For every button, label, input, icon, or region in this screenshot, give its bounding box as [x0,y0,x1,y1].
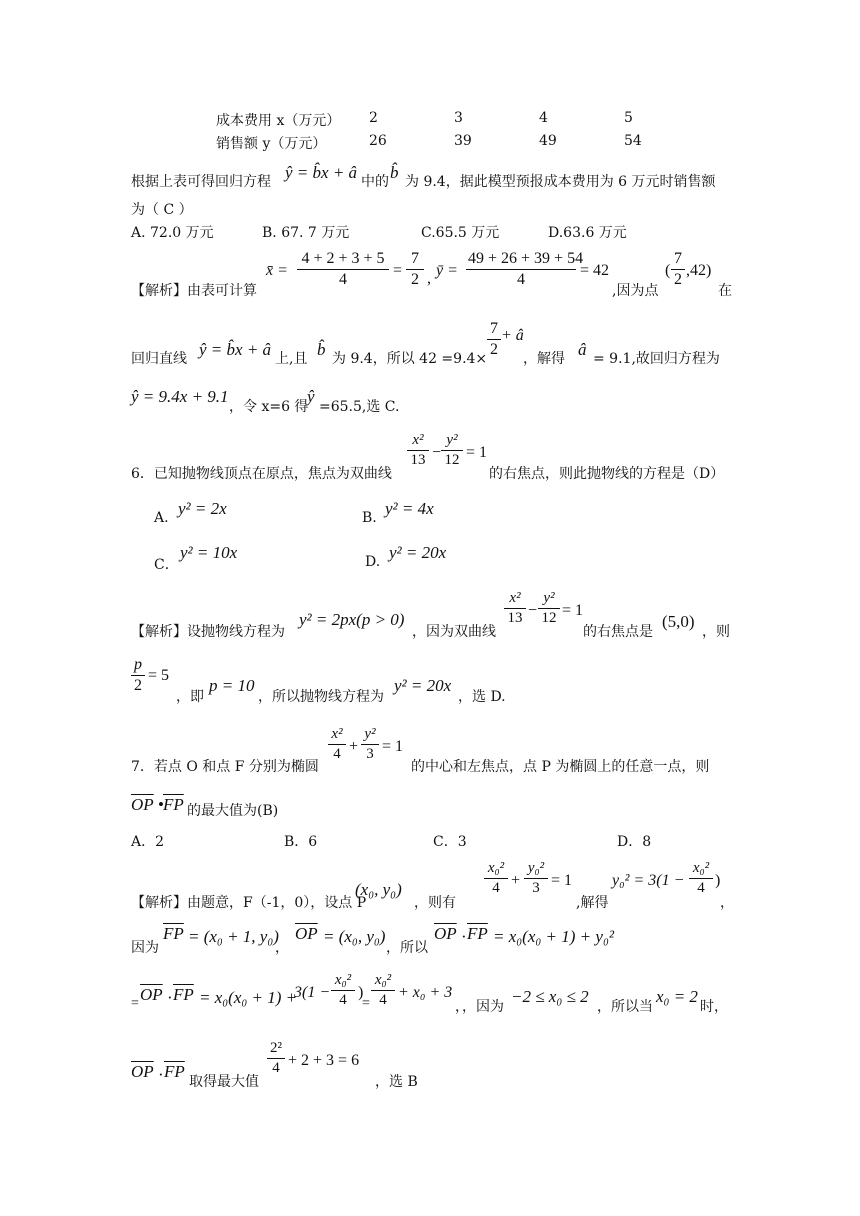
q5-regression-eq: ŷ = b̂x + â [285,163,358,182]
plus-sign: + [511,872,521,889]
fraction-numerator: x² [331,726,343,742]
q6-option-a-label: A. [154,510,169,526]
q7-sol-11: ，选 B [375,1074,418,1090]
equals-one: = 1 [466,444,488,461]
q7-ellipse-x-term [328,726,346,763]
q6-hyperbola-y-term [538,590,560,627]
q5-option-a: A. 72.0 万元 [131,225,214,241]
q5-option-b: B. 67. 7 万元 [262,225,350,241]
fraction-numerator: 7 [490,320,498,337]
q7-vector-op: $\overline{OP}$ [131,1062,154,1081]
table-cell: 26 [369,133,387,149]
q7-max-fraction [267,1040,285,1077]
q7-range: −2 ≤ x₀ ≤ 2 [511,987,589,1006]
q5-stem-a: 根据上表可得回归方程 [131,174,271,190]
fraction-numerator: y² [543,590,555,606]
table-cell: 54 [624,133,642,149]
q5-seven-halves [406,250,424,289]
q6-p-half [131,656,145,695]
comma: ， [275,940,289,956]
fraction-numerator: y² [364,726,376,742]
comma: ， [720,895,734,911]
q6-hyperbola-x-term [407,432,429,469]
q5-xbar: x̄ = [266,262,288,279]
q6-answer: y² = 20x [394,676,452,695]
fraction-numerator: y² [446,432,458,448]
q5-plus-a: + â [501,327,524,344]
fraction-denominator: 13 [507,610,523,626]
q6-sol-3: 的右焦点是 [583,624,653,640]
paren-close: ) [715,872,721,889]
fraction-denominator: 3 [366,746,374,762]
fraction-numerator: x₀² [692,860,710,876]
q7-ellipse-x-term [484,860,508,897]
q6-p-equals: = 5 [148,667,170,684]
q5-ybar-value: = 42 [580,262,610,279]
equals-sign: = [393,262,403,279]
q5-option-d: D.63.6 万元 [548,225,627,241]
q5-sol-9: =65.5,选 C. [319,399,400,415]
fraction-denominator: 4 [339,992,347,1008]
q7-y0-squared: y₀² = 3(1 − [612,872,685,889]
q5-zai: 在 [718,283,732,299]
fraction-numerator: 7 [674,250,682,267]
q7-vector-fp: $\overline{FP}$ [163,924,184,943]
q5-sol-5: 为 9.4，所以 42 =9.4× [332,351,488,367]
fraction-numerator: 49 + 26 + 39 + 54 [468,250,584,267]
q7-op-coords: = (x₀, y₀) [323,927,386,946]
fraction-denominator: 4 [697,880,705,896]
q7-option-b: B．6 [284,834,318,850]
fraction-denominator: 4 [492,880,500,896]
q6-focus: (5,0) [662,612,695,631]
q7-vector-fp: $\overline{FP}$ [173,985,194,1004]
q5-sol-7: = 9.1,故回归方程为 [593,351,720,367]
q7-sol-9: 时， [700,999,728,1015]
q7-sol-3: ,解得 [576,895,609,911]
q5-stem-b: 中的 [361,174,389,190]
fraction-denominator: 3 [532,880,540,896]
q7-point-p: (x₀, y₀) [355,880,402,899]
minus-sign: − [432,444,442,461]
q5-seven-halves [487,320,501,359]
q7-sol-8: ，所以当 [597,999,653,1015]
q5-final-equation: ŷ = 9.4x + 9.1 [131,387,229,406]
q5-sol-4: 上,且 [275,351,308,367]
q5-ybar-fraction [466,250,584,289]
q6-option-c: y² = 10x [180,543,238,562]
fraction-numerator: 4 + 2 + 3 + 5 [301,250,385,267]
q5-option-c: C.65.5 万元 [421,225,500,241]
q5-b-hat: b̂ [317,340,326,359]
q5-sol-8: ，令 x=6 得 [229,399,309,415]
q7-stem-b: 的中心和左焦点，点 P 为椭圆上的任意一点，则 [411,759,710,775]
q6-option-c-label: C． [154,557,179,573]
fraction-numerator: p [134,656,142,673]
q7-solution-tag: 【解析】 [131,895,187,911]
q7-vector-op: $\overline{OP}$ [131,795,154,814]
q7-x0-fraction [331,972,355,1009]
table-cell: 5 [624,110,633,126]
fraction-denominator: 2 [674,271,682,288]
q5-y-hat: ŷ [307,387,315,406]
q5-b-hat: b̂ [390,163,399,182]
q7-ellipse-y-term [524,860,548,897]
q7-vector-op: $\overline{OP}$ [295,924,318,943]
q6-sol-6: ，所以抛物线方程为 [258,689,384,705]
q6-parabola-eq: y² = 2px(p > 0) [299,610,405,629]
paren-open: ( [665,262,671,279]
q5-ybar: ȳ = [436,262,458,279]
q6-p-value: p = 10 [209,676,255,695]
q7-sol-2: ，则有 [414,895,456,911]
q5-sol-1: 由表可计算 [187,283,257,299]
fraction-numerator: x₀² [374,972,392,988]
q7-vector-op: $\overline{OP}$ [434,924,457,943]
q7-paren-expr: 3(1 − [294,984,331,1001]
dot-operator: · [158,1065,164,1084]
fraction-denominator: 13 [410,452,426,468]
table-cell: 49 [539,133,557,149]
q6-solution-tag: 【解析】 [131,624,187,640]
table-cell: 39 [454,133,472,149]
fraction-numerator: 7 [411,250,419,267]
fraction-denominator: 2 [411,271,419,288]
paren-close: ) [358,984,364,1001]
table-row1-label: 成本费用 x（万元） [216,113,341,129]
q5-a-hat: â [578,340,587,359]
q5-regression-eq: ŷ = b̂x + â [199,340,272,359]
q5-xbar-fraction [297,250,389,289]
q7-x0-value: x₀ = 2 [656,987,698,1006]
q7-option-a: A．2 [131,834,165,850]
fraction-denominator: 4 [333,746,341,762]
q7-x0-fraction [371,972,395,1009]
table-cell: 4 [539,110,548,126]
equals-one: = 1 [382,738,404,755]
q5-sol-2: ,因为点 [612,283,659,299]
equals-one: = 1 [562,602,584,619]
q7-vector-op: $\overline{OP}$ [140,985,163,1004]
q5-stem-d: 为（ C ） [131,202,193,218]
q7-y0-fraction [689,860,713,897]
q5-solution-tag: 【解析】 [131,283,187,299]
q6-sol-7: ，选 D. [458,689,506,705]
q6-stem-b: 的右焦点，则此抛物线的方程是（D） [489,466,725,482]
q7-vector-fp: $\overline{FP}$ [163,795,184,814]
q7-sol-1: 由题意，F（-1，0），设点 P [187,895,367,911]
fraction-numerator: x₀² [334,972,352,988]
q7-option-d: D．8 [617,834,652,850]
q5-point-x [671,250,685,289]
q7-expanded-expr: = x₀(x₀ + 1) + [199,988,298,1007]
dot-operator: • [158,795,164,814]
fraction-numerator: x₀² [487,860,505,876]
fraction-numerator: 2² [270,1040,282,1056]
fraction-denominator: 2 [134,677,142,694]
q7-stem-c: 的最大值为(B) [187,803,279,819]
q6-stem-a: 6．已知抛物线顶点在原点，焦点为双曲线 [131,466,392,482]
q6-sol-5: ，即 [176,689,204,705]
equals-one: = 1 [551,872,573,889]
q5-point-y: ,42) [686,262,712,279]
q7-dot-expression: = x₀(x₀ + 1) + y₀² [493,927,614,946]
q6-option-b: y² = 4x [385,499,434,518]
q7-stem-a: 7．若点 O 和点 F 分别为椭圆 [131,759,319,775]
fraction-denominator: 4 [339,271,347,288]
q6-hyperbola-x-term [504,590,526,627]
fraction-numerator: x² [509,590,521,606]
q7-sol-10: 取得最大值 [189,1074,259,1090]
dot-operator: · [167,988,173,1007]
table-cell: 2 [369,110,378,126]
fraction-denominator: 12 [444,452,460,468]
fraction-denominator: 2 [490,341,498,358]
dot-operator: · [461,927,467,946]
q6-hyperbola-y-term [441,432,463,469]
fraction-numerator: y₀² [527,860,545,876]
q6-sol-2: ，因为双曲线 [412,624,496,640]
table-cell: 3 [454,110,463,126]
table-row2-label: 销售额 y（万元） [216,136,327,152]
q6-option-d: y² = 20x [389,543,447,562]
minus-sign: − [528,602,538,619]
fraction-denominator: 12 [541,610,557,626]
q7-fp-coords: = (x₀ + 1, y₀) [188,927,279,946]
q7-sol-4: 因为 [131,940,159,956]
q7-max-tail: + 2 + 3 = 6 [288,1052,360,1069]
equals-prefix: = [131,996,139,1011]
fraction-denominator: 4 [272,1060,280,1076]
q7-ellipse-y-term [361,726,379,763]
q5-sol-3: 回归直线 [131,351,187,367]
equals-sign: = [362,996,370,1011]
q6-option-d-label: D. [365,554,381,570]
q7-option-c: C．3 [433,834,467,850]
q6-option-a: y² = 2x [178,499,227,518]
fraction-denominator: 4 [517,271,525,288]
q6-sol-4: ，则 [702,624,730,640]
fraction-numerator: x² [412,432,424,448]
q6-sol-1: 设抛物线方程为 [187,624,285,640]
q7-vector-fp: $\overline{FP}$ [467,924,488,943]
plus-sign: + [349,738,359,755]
q7-sol-6: ，所以 [386,940,428,956]
q7-tail-expr: + x₀ + 3 [398,984,453,1001]
q7-sol-7: ，，因为 [455,999,504,1015]
fraction-denominator: 4 [379,992,387,1008]
q5-sol-6: ，解得 [523,351,565,367]
q6-option-b-label: B. [362,510,377,526]
q5-stem-c: 为 9.4，据此模型预报成本费用为 6 万元时销售额 [405,174,716,190]
comma: , [427,270,431,287]
q7-vector-fp: $\overline{FP}$ [164,1062,185,1081]
